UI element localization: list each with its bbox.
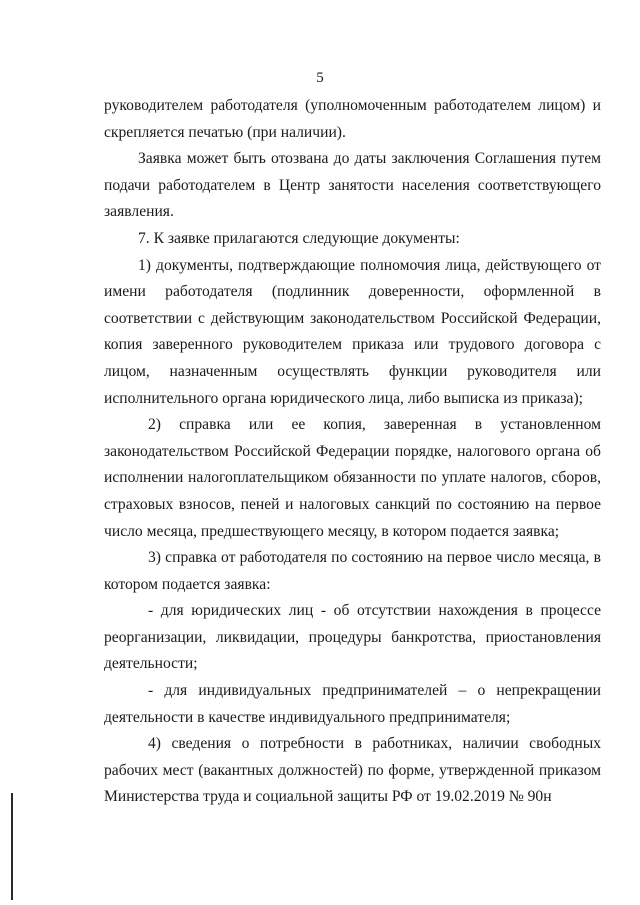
paragraph-signature-continuation: руководителем работодателя (уполномоченным работодателем лицом) и скрепляется печатью (при наличии). xyxy=(104,97,601,141)
document-body xyxy=(104,93,601,811)
paragraph-subitem-2: 2) справка или ее копия, заверенная в установленном законодательством Российской Федерации порядке, налогового органа об исполнении налогоплательщиком обязанности по уплате налогов, сборов, страховых взносов, пеней и налоговых санкций по состоянию на первое число месяца, предшествующего месяцу, в котором подается заявка; xyxy=(104,416,601,540)
scan-edge-line xyxy=(11,793,13,900)
paragraph-subitem-1: 1) документы, подтверждающие полномочия лица, действующего от имени работодателя (подлинник доверенности, оформленной в соответствии с действующим законодательством Российской Федерации, копия заверенного руководителем приказа или трудового договора с лицом, назначенным осуществлять функции руководителя или исполнительного органа юридического лица, либо выписка из приказа); xyxy=(104,256,601,407)
page-number: 5 xyxy=(316,70,324,86)
paragraph-withdrawal: Заявка может быть отозвана до даты заключения Соглашения путем подачи работодателем в Центр занятости населения соответствующего заявления. xyxy=(104,150,601,221)
paragraph-subitem-4: 4) сведения о потребности в работниках, наличии свободных рабочих мест (вакантных должностей) по форме, утвержденной приказом Министерства труда и социальной защиты РФ от 19.02.2019 № 90н xyxy=(104,735,601,806)
paragraph-item-7-heading: 7. К заявке прилагаются следующие документы: xyxy=(138,229,460,247)
paragraph-dash-entrepreneurs: - для индивидуальных предпринимателей – о непрекращении деятельности в качестве индивидуального предпринимателя; xyxy=(104,682,601,726)
paragraph-dash-legal-entities: - для юридических лиц - об отсутствии нахождения в процессе реорганизации, ликвидации, процедуры банкротства, приостановления деятельности; xyxy=(104,602,601,673)
paragraph-subitem-3: 3) справка от работодателя по состоянию на первое число месяца, в котором подается заявка: xyxy=(104,549,601,593)
